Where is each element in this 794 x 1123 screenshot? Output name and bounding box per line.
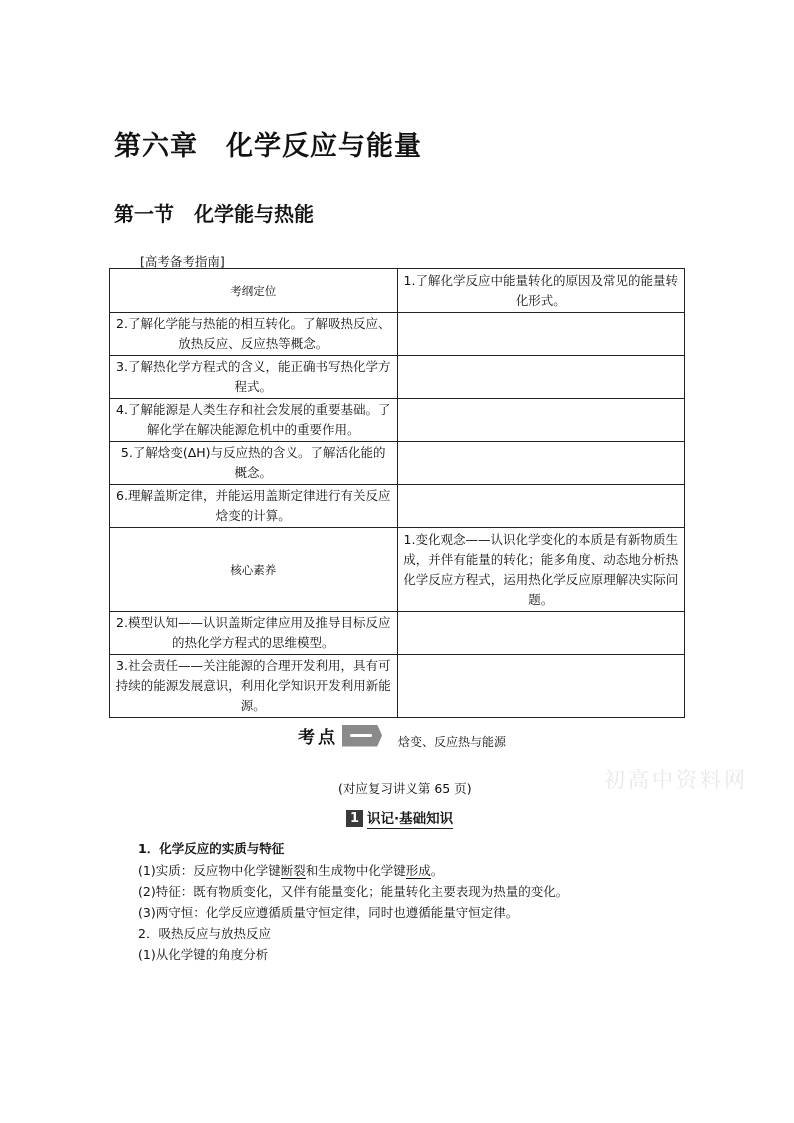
sub-heading-text: 识记·基础知识 bbox=[367, 807, 453, 829]
table-cell: 6.理解盖斯定律，并能运用盖斯定律进行有关反应焓变的计算。 bbox=[110, 485, 398, 528]
table-cell bbox=[397, 356, 685, 399]
kaodian-label: 考点 bbox=[298, 728, 338, 748]
table-cell: 4.了解能源是人类生存和社会发展的重要基础。了解化学在解决能源危机中的重要作用。 bbox=[110, 399, 398, 442]
kaodian-topic: 焓变、反应热与能源 bbox=[398, 735, 507, 749]
exam-guide-table bbox=[109, 268, 685, 718]
chapter-title: 第六章 化学反应与能量 bbox=[114, 131, 422, 162]
table-cell: 3.社会责任——关注能源的合理开发利用，具有可持续的能源发展意识，利用化学知识开发利用新能源。 bbox=[110, 655, 398, 718]
table-row bbox=[110, 528, 685, 612]
table-cell: 1.变化观念——认识化学变化的本质是有新物质生成，并伴有能量的转化；能多角度、动态地分析热化学反应方程式，运用热化学反应原理解决实际问题。 bbox=[397, 528, 685, 612]
reference-note: (对应复习讲义第 65 页) bbox=[338, 781, 472, 796]
content-line-1 bbox=[138, 861, 443, 879]
content-line-2: (2)特征：既有物质变化，又伴有能量变化；能量转化主要表现为热量的变化。 bbox=[138, 884, 569, 899]
sub-heading bbox=[346, 807, 453, 829]
text-segment: 。 bbox=[430, 863, 444, 878]
table-row bbox=[110, 399, 685, 442]
table-row bbox=[110, 313, 685, 356]
table-cell: 1.了解化学反应中能量转化的原因及常见的能量转化形式。 bbox=[397, 269, 685, 313]
table-cell-header: 考纲定位 bbox=[110, 269, 398, 313]
table-cell: 3.了解热化学方程式的含义，能正确书写热化学方程式。 bbox=[110, 356, 398, 399]
table-cell bbox=[397, 655, 685, 718]
table-row bbox=[110, 269, 685, 313]
sub-heading-number-icon: 1 bbox=[346, 810, 363, 827]
table-cell bbox=[397, 399, 685, 442]
table-cell-header: 核心素养 bbox=[110, 528, 398, 612]
text-segment: 和生成物中化学键 bbox=[305, 863, 406, 878]
table-row bbox=[110, 612, 685, 655]
table-cell bbox=[397, 313, 685, 356]
table-row bbox=[110, 356, 685, 399]
kaodian-number-badge-icon bbox=[342, 725, 382, 747]
content-line-3: (3)两守恒：化学反应遵循质量守恒定律，同时也遵循能量守恒定律。 bbox=[138, 905, 519, 920]
text-segment: (1)实质：反应物中化学键 bbox=[138, 863, 281, 878]
table-row bbox=[110, 442, 685, 485]
section-title: 第一节 化学能与热能 bbox=[114, 202, 314, 226]
table-cell: 2.了解化学能与热能的相互转化。了解吸热反应、放热反应、反应热等概念。 bbox=[110, 313, 398, 356]
guide-label: [高考备考指南] bbox=[140, 254, 225, 269]
table-cell: 5.了解焓变(ΔH)与反应热的含义。了解活化能的概念。 bbox=[110, 442, 398, 485]
content-line-4: (1)从化学键的角度分析 bbox=[138, 947, 269, 962]
table-cell bbox=[397, 442, 685, 485]
table-row bbox=[110, 655, 685, 718]
table-cell bbox=[397, 485, 685, 528]
table-row bbox=[110, 485, 685, 528]
table-cell: 2.模型认知——认识盖斯定律应用及推导目标反应的热化学方程式的思维模型。 bbox=[110, 612, 398, 655]
underlined-answer: 断裂 bbox=[280, 863, 306, 878]
content-heading-1: 1．化学反应的实质与特征 bbox=[138, 841, 285, 856]
table-cell bbox=[397, 612, 685, 655]
watermark: 初高中资料网 bbox=[604, 768, 748, 792]
content-heading-2: 2．吸热反应与放热反应 bbox=[138, 926, 271, 941]
underlined-answer: 形成 bbox=[405, 863, 431, 878]
kaodian-heading bbox=[298, 723, 382, 748]
